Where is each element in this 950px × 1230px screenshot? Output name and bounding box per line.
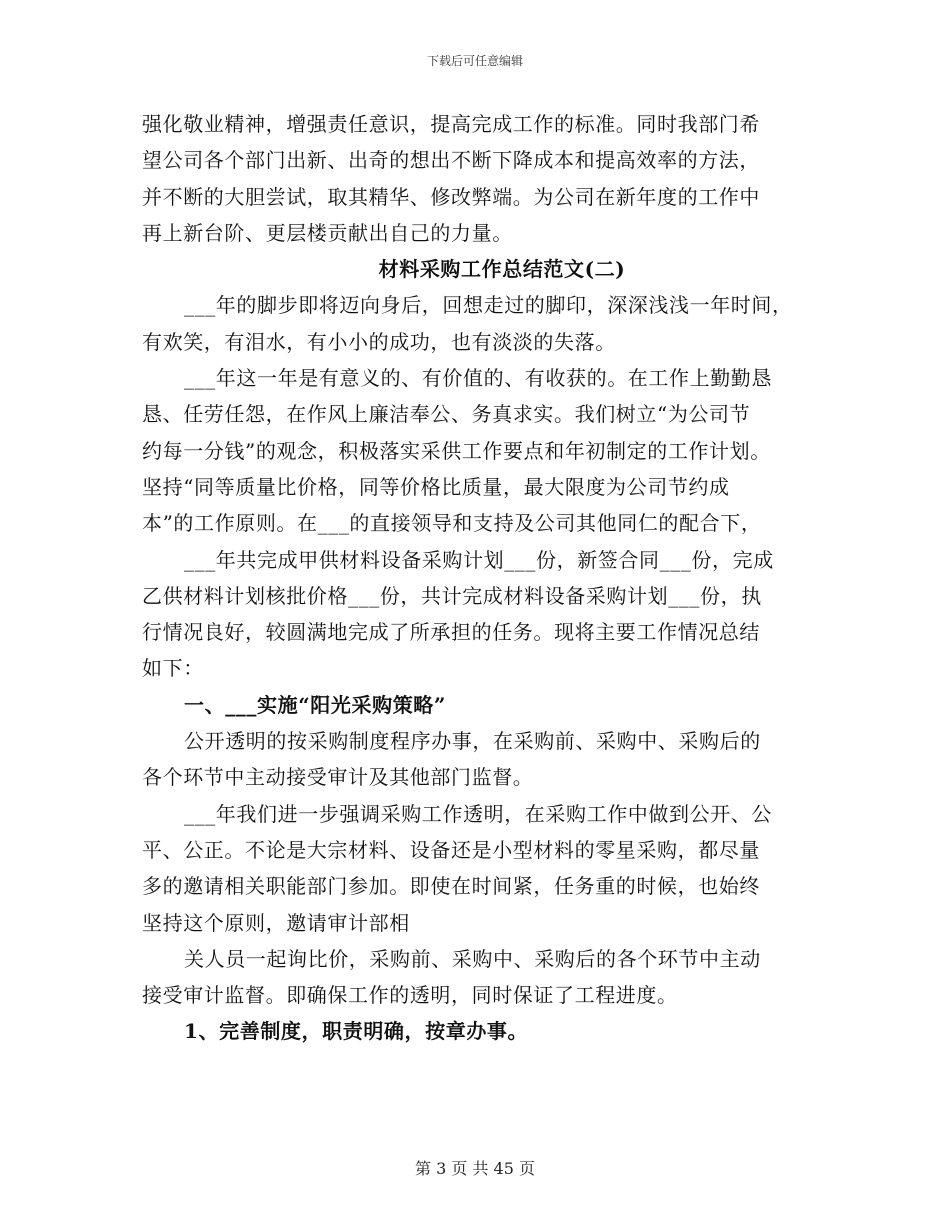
body-line: 行情况良好，较圆满地完成了所承担的任务。现将主要工作情况总结 [142, 620, 760, 645]
page-number: 第 3 页 共 45 页 [415, 1159, 535, 1178]
body-line: 望公司各个部门出新、出奇的想出不断下降成本和提高效率的方法， [142, 148, 760, 173]
body-line: ___年我们进一步强调采购工作透明，在采购工作中做到公开、公 [184, 801, 772, 826]
body-line: ___年这一年是有意义的、有价值的、有收获的。在工作上勤勤恳 [184, 366, 772, 391]
body-line: 关人员一起询比价，采购前、采购中、采购后的各个环节中主动 [184, 946, 761, 971]
body-line: 如下： [142, 656, 204, 681]
body-line: 多的邀请相关职能部门参加。即使在时间紧，任务重的时候，也始终 [142, 874, 760, 899]
page-header: 下载后可任意编辑 [426, 54, 523, 68]
subsection-heading: 一、___实施“阳光采购策略” [184, 692, 447, 717]
body-line: 乙供材料计划核批价格___份，共计完成材料设备采购计划___份，执 [142, 583, 762, 608]
body-line: 约每一分钱”的观念，积极落实采供工作要点和年初制定的工作计划。 [142, 438, 771, 463]
subsection-heading: 1、完善制度，职责明确，按章办事。 [184, 1019, 529, 1044]
body-line: 强化敬业精神，增强责任意识，提高完成工作的标准。同时我部门希 [142, 112, 760, 136]
body-line: 有欢笑，有泪水，有小小的成功，也有淡淡的失落。 [142, 329, 616, 354]
body-line: 再上新台阶、更层楼贡献出自己的力量。 [142, 220, 513, 245]
section-title: 材料采购工作总结范文(二) [378, 257, 626, 282]
document-body [142, 106, 822, 1050]
body-line: 坚持“同等质量比价格，同等价格比质量，最大限度为公司节约成 [142, 474, 730, 499]
body-line: 本”的工作原则。在___的直接领导和支持及公司其他同仁的配合下， [142, 511, 762, 536]
body-line: 公开透明的按采购制度程序办事，在采购前、采购中、采购后的 [184, 729, 761, 754]
body-line: 恳、任劳任怨，在作风上廉洁奉公、务真求实。我们树立“为公司节 [142, 402, 751, 427]
body-line: 接受审计监督。即确保工作的透明，同时保证了工程进度。 [142, 983, 678, 1008]
body-line: 平、公正。不论是大宗材料、设备还是小型材料的零星采购，都尽量 [142, 837, 760, 862]
body-line: ___年共完成甲供材料设备采购计划___份，新签合同___份，完成 [184, 547, 774, 572]
body-line: 各个环节中主动接受审计及其他部门监督。 [142, 765, 534, 790]
body-line: 坚持这个原则，邀请审计部相 [142, 910, 410, 935]
body-line: 并不断的大胆尝试，取其精华、修改弊端。为公司在新年度的工作中 [142, 184, 760, 209]
body-line: ___年的脚步即将迈向身后，回想走过的脚印，深深浅浅一年时间， [184, 293, 793, 318]
